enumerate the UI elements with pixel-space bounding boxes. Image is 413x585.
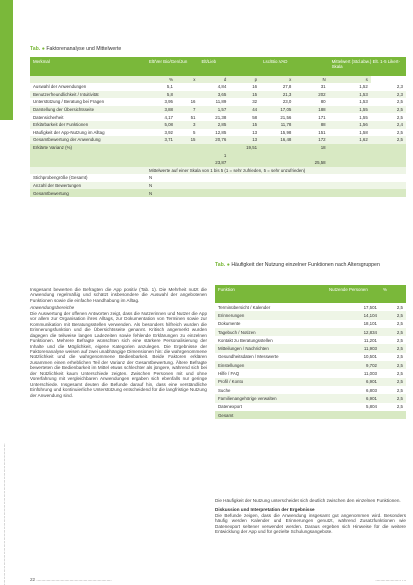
table-summary-row: [30, 151, 406, 159]
table-cell: 5,8: [146, 91, 176, 99]
table-cell: 23,0: [282, 99, 292, 105]
table-cell: 1,55: [329, 106, 371, 114]
table-cell: 17,501: [363, 304, 377, 310]
table-cell: 11,903: [326, 344, 380, 352]
table-cell: Datenexport: [218, 404, 242, 410]
table-cell: 1,53: [329, 91, 371, 99]
table-cell: Datensicherheit: [33, 114, 64, 120]
table1-note-row: [30, 167, 406, 175]
table-cell: 5: [193, 129, 196, 135]
table-cell: 2,3: [396, 84, 403, 90]
table-cell: Erklärte Varianz (%): [30, 144, 146, 152]
table-cell: 32: [252, 99, 258, 105]
table-cell: [260, 151, 294, 159]
table-cell: [146, 151, 176, 159]
table-cell: x: [176, 76, 198, 83]
table-row: [215, 303, 406, 311]
table-cell: 16: [190, 99, 196, 105]
table-cell: 15,98: [280, 129, 292, 135]
table-cell: [146, 144, 176, 152]
table-cell: 21,3: [260, 91, 294, 99]
table-cell: 10,501: [363, 354, 377, 360]
table-cell: 172: [294, 136, 328, 144]
table-cell: 2,5: [396, 114, 403, 120]
table-cell: [30, 167, 146, 175]
table-cell: [30, 151, 146, 159]
table-cell: 12,834: [326, 328, 380, 336]
table-cell: 17,05: [260, 106, 294, 114]
table-cell: 80: [320, 99, 326, 105]
table-cell: [176, 91, 198, 99]
table2: [215, 285, 406, 419]
table-cell: 2,5: [380, 378, 406, 386]
right-text-column: [215, 498, 406, 535]
table-cell: [176, 83, 198, 91]
table-cell: [329, 144, 371, 152]
table-cell: 58: [252, 114, 258, 120]
table-cell: 2,5: [380, 328, 406, 336]
table1-caption-text: Faktorenanalyse und Mittelwerte: [46, 46, 122, 52]
table-cell: x: [260, 76, 294, 83]
table-cell: 2,4: [371, 121, 406, 129]
table-cell: 15: [229, 121, 260, 129]
table-cell: Terminübersicht / Kalender: [218, 304, 271, 310]
table-cell: [176, 144, 198, 152]
table-cell: 18: [294, 144, 328, 152]
table-cell: Anzahl der Bewertungen: [30, 182, 146, 190]
table-cell: Dokumente: [218, 321, 241, 327]
table-cell: 16: [252, 84, 258, 90]
table-cell: Einstellungen: [215, 361, 326, 369]
table-cell: N: [146, 182, 406, 190]
table-cell: [380, 411, 406, 419]
table-cell: 9,702: [326, 361, 380, 369]
table-cell: 2,3: [371, 91, 406, 99]
table-cell: 16,48: [260, 136, 294, 144]
table-cell: 151: [318, 129, 326, 135]
table-cell: 12,85: [215, 129, 227, 135]
table-cell: Erinnerungen: [215, 311, 326, 319]
table1-header-cell: Mittelwert (Std.abw.) Elt. 1-5 Likert-Skala: [329, 57, 406, 76]
table-cell: 5,1: [166, 84, 173, 90]
table-cell: 14,104: [326, 311, 380, 319]
table-cell: 2,5: [396, 304, 403, 310]
table-cell: Gesamtbewertung: [30, 189, 146, 197]
table-cell: 6,901: [326, 394, 380, 402]
table1-header-cell: Elt/Ver Bio/Gen/Jun: [146, 57, 198, 76]
table-cell: 202: [294, 91, 328, 99]
table-cell: [260, 159, 294, 167]
table-cell: Profil / Konto: [215, 378, 326, 386]
table2-header: [215, 285, 406, 303]
footer-left: 22 ...........................................................: [30, 577, 112, 582]
table-cell: s: [329, 76, 371, 83]
table-cell: Kontakt zu Beratungsstellen: [218, 337, 273, 343]
table2-caption: [215, 263, 406, 269]
table-cell: Hilfe / FAQ: [218, 371, 240, 377]
table-row: [215, 336, 406, 344]
table-cell: 2,5: [396, 337, 403, 343]
table-cell: 3,71: [146, 136, 176, 144]
left-section-heading: Anwendungsbereiche: [30, 305, 75, 311]
right-body-paragraph: Die Befunde zeigen, dass die Anwendung insgesamt gut angenommen wird. Besonders häufig werden Kalender und Erinnerungen genutzt, während Zusatzfunktionen wie Datenexport seltener verwendet werden. Daraus ergeben sich Hinweise für die weitere Entwicklung der App und für gezielte Schulungsangebote.: [215, 512, 406, 535]
table-cell: 44: [229, 106, 260, 114]
table-cell: [329, 159, 371, 167]
table-cell: [198, 144, 229, 152]
table-cell: 3,88: [146, 106, 176, 114]
table-summary-row: [30, 159, 406, 167]
table-cell: Stichprobengröße (Gesamt): [33, 175, 88, 181]
table-cell: 2,5: [371, 136, 406, 144]
sidebar: [0, 0, 13, 585]
table-cell: [326, 411, 380, 419]
table-cell: 2,5: [380, 361, 406, 369]
table2-header-cell: %: [380, 285, 406, 303]
table-cell: 2,5: [396, 354, 403, 360]
table-cell: Suche: [218, 387, 231, 393]
table-cell: [229, 151, 260, 159]
table-row: [30, 129, 406, 137]
table-cell: Gesundheitsdaten / Messwerte: [218, 354, 279, 360]
table2-caption-text: Häufigkeit der Nutzung einzelner Funktionen nach Altersgruppen: [231, 262, 380, 268]
table1-header-cell: Elt/Lieb: [198, 57, 260, 76]
table-cell: 1,55: [359, 114, 368, 120]
table-cell: %: [146, 76, 176, 83]
table-row: [215, 344, 406, 352]
table-cell: Mitteilungen / Nachrichten: [215, 344, 326, 352]
table1: [30, 57, 406, 197]
table-footer-row: [30, 174, 406, 182]
table-cell: Gesamtbewertung der Anwendung: [30, 136, 146, 144]
table-row: [30, 98, 406, 106]
table-cell: 21,38: [215, 114, 227, 120]
table-cell: [371, 144, 406, 152]
table-cell: Unterstützung / Beratung bei Fragen: [33, 99, 105, 105]
table-cell: 2,5: [396, 99, 403, 105]
table-row: [30, 91, 406, 99]
table-cell: [30, 159, 146, 167]
table-cell: 11,003: [363, 371, 377, 377]
table-cell: 2,5: [396, 404, 403, 410]
table-cell: d: [198, 76, 229, 83]
left-intro-paragraph: Insgesamt bewerten die Befragten die App positiv (Tab. 1). Die Mehrheit nutzt die Anwendung regelmäßig und schätzt insbesondere die Auswahl der angebotenen Funktionen sowie die einfache Handhabung im Alltag.: [30, 287, 207, 303]
right-section-heading: Diskussion und Interpretation der Ergebnisse: [215, 507, 315, 513]
table-cell: 3,95: [164, 99, 173, 105]
table-cell: 5,804: [366, 404, 377, 410]
table-cell: 11,201: [363, 337, 377, 343]
table-cell: [176, 151, 198, 159]
table2-caption-label: Tab. ●: [215, 262, 230, 268]
table-cell: Erklärbarkeit der Funktionen: [30, 121, 146, 129]
table-cell: 21,56: [280, 114, 292, 120]
table-cell: [176, 159, 198, 167]
table-row: [215, 386, 406, 394]
table-row: [30, 106, 406, 114]
table-cell: Gesamt: [215, 411, 326, 419]
table-cell: 6,803: [366, 387, 377, 393]
table-cell: 2,5: [380, 311, 406, 319]
table-cell: 2,5: [380, 344, 406, 352]
table-cell: 11,89: [215, 99, 227, 105]
table-cell: N: [146, 189, 406, 197]
table-cell: Mittelwerte auf einer Skala von 1 bis 5 (1 = sehr zufrieden, 5 = sehr unzufrieden): [146, 167, 406, 175]
table-cell: 3: [176, 121, 198, 129]
table-cell: [229, 159, 260, 167]
table-row: [30, 83, 406, 91]
table-cell: 15: [176, 136, 198, 144]
table-cell: N: [149, 175, 153, 181]
table-cell: 88: [294, 121, 328, 129]
table2-header-cell: Nutzende Personen: [326, 285, 380, 303]
table-row: [215, 320, 406, 328]
table-cell: 2,5: [371, 106, 406, 114]
table-cell: Auswahl der Anwendungen: [33, 84, 87, 90]
table-cell: 18,101: [363, 321, 377, 327]
table-cell: 23,87: [198, 159, 229, 167]
table-cell: 27,8: [282, 84, 292, 90]
table-cell: 1,57: [198, 106, 229, 114]
sidebar-vertical-text: ......................................................................................................: [1, 443, 7, 585]
table1-caption: [30, 46, 121, 52]
table-row: [215, 361, 406, 369]
table-cell: 1,62: [329, 136, 371, 144]
table-row: [215, 311, 406, 319]
table-cell: 4,17: [164, 114, 173, 120]
table-cell: 4,84: [217, 84, 227, 90]
table-cell: Tagebuch / Notizen: [215, 328, 326, 336]
table-cell: 1,53: [359, 99, 368, 105]
table-cell: Benutzerfreundlichkeit / Intuitivität: [30, 91, 146, 99]
table-cell: 5,08: [146, 121, 176, 129]
table1-caption-label: Tab. ●: [30, 46, 45, 52]
left-body-paragraph: Die Auswertung der offenen Antworten zeigt, dass die Nutzerinnen und Nutzer die App vor allem zur Organisation ihres Alltags, zur Dokumentation von Terminen sowie zur Kommunikation mit Beratungsstellen verwenden. Als besonders hilfreich wurden die Erinnerungsfunktion und die Übersichtsseite genannt. Kritisch angemerkt wurden dagegen die teilweise langen Ladezeiten sowie fehlende Erklärungen zu einzelnen Funktionen. Mehrere Befragte wünschten sich eine stärkere Personalisierung der Inhalte und die Möglichkeit, eigene Kategorien anzulegen. Die Ergebnisse der Faktorenanalyse weisen auf zwei unabhängige Dimensionen hin: die wahrgenommene Nützlichkeit und die wahrgenommene Bedienbarkeit. Beide Faktoren erklären zusammen einen erheblichen Teil der Varianz der Gesamtbewertung. Ältere Befragte bewerteten die Bedienbarkeit im Mittel etwas schlechter als jüngere, während sich bei der Nützlichkeit kaum Unterschiede zeigten. Zwischen Personen mit und ohne Vorerfahrung mit vergleichbaren Anwendungen ergaben sich ebenfalls nur geringe Unterschiede. Insgesamt deuten die Befunde darauf hin, dass eine verständliche Einführung und kontinuierliche Unterstützung entscheidend für die langfristige Nutzung der Anwendung sind.: [30, 310, 207, 398]
table1-header: [30, 57, 406, 76]
table1-header-cell: Lsc/Bio.VAD: [260, 57, 329, 76]
table-cell: [260, 144, 294, 152]
table-cell: 3,92: [164, 129, 173, 135]
table-cell: 2,5: [396, 387, 403, 393]
table-summary-row: [30, 144, 406, 152]
table-footer-row: [30, 189, 406, 197]
table-cell: Darstellung der Übersichtsseite: [30, 106, 146, 114]
table-cell: 188: [294, 106, 328, 114]
table-row: [215, 411, 406, 419]
table-cell: 2,5: [396, 129, 403, 135]
table-cell: [146, 159, 176, 167]
table-cell: 25,58: [294, 159, 328, 167]
table-row: [215, 369, 406, 377]
table-cell: 1,58: [359, 129, 368, 135]
table-cell: 31: [320, 84, 326, 90]
table-cell: 2,85: [198, 121, 229, 129]
table-cell: 13: [229, 136, 260, 144]
table-cell: 6,901: [326, 378, 380, 386]
table-row: [215, 353, 406, 361]
table-cell: 1,52: [359, 84, 368, 90]
table1-subheader-row: [30, 76, 406, 83]
table-row: [30, 121, 406, 129]
table-footer-row: [30, 182, 406, 190]
table-cell: 3,65: [198, 91, 229, 99]
table-cell: 171: [318, 114, 326, 120]
left-text-column: [30, 287, 207, 398]
table-cell: 20,76: [198, 136, 229, 144]
table-cell: [294, 151, 328, 159]
table-row: [215, 403, 406, 411]
table-cell: p: [229, 76, 260, 83]
table-cell: [371, 159, 406, 167]
right-intro-paragraph: Die Häufigkeit der Nutzung unterscheidet sich deutlich zwischen den einzelnen Funktionen.: [215, 498, 401, 503]
table-cell: 2,5: [396, 371, 403, 377]
table-cell: [329, 151, 371, 159]
table-cell: [371, 151, 406, 159]
table1-header-cell: Merkmal: [30, 57, 146, 76]
table-cell: [30, 76, 146, 83]
table-cell: Familienangehörige verwalten: [215, 394, 326, 402]
footer-right: .................... ...: [375, 577, 406, 582]
table-cell: 51: [190, 114, 196, 120]
table-cell: 2,5: [396, 321, 403, 327]
table-cell: 1,56: [329, 121, 371, 129]
table-cell: 13: [252, 129, 258, 135]
table-row: [215, 328, 406, 336]
table-cell: 2,5: [380, 394, 406, 402]
table-row: [215, 378, 406, 386]
table2-header-cell: Funktion: [215, 285, 326, 303]
table-row: [30, 113, 406, 121]
table-cell: 11,78: [260, 121, 294, 129]
table-cell: N: [294, 76, 328, 83]
table-cell: 19,51: [229, 144, 260, 152]
table-cell: Häufigkeit der App-Nutzung im Alltag: [33, 129, 105, 135]
table-cell: 7: [176, 106, 198, 114]
table-row: [30, 136, 406, 144]
table-cell: 15: [229, 91, 260, 99]
table-row: [215, 394, 406, 402]
table-cell: 1: [198, 151, 229, 159]
